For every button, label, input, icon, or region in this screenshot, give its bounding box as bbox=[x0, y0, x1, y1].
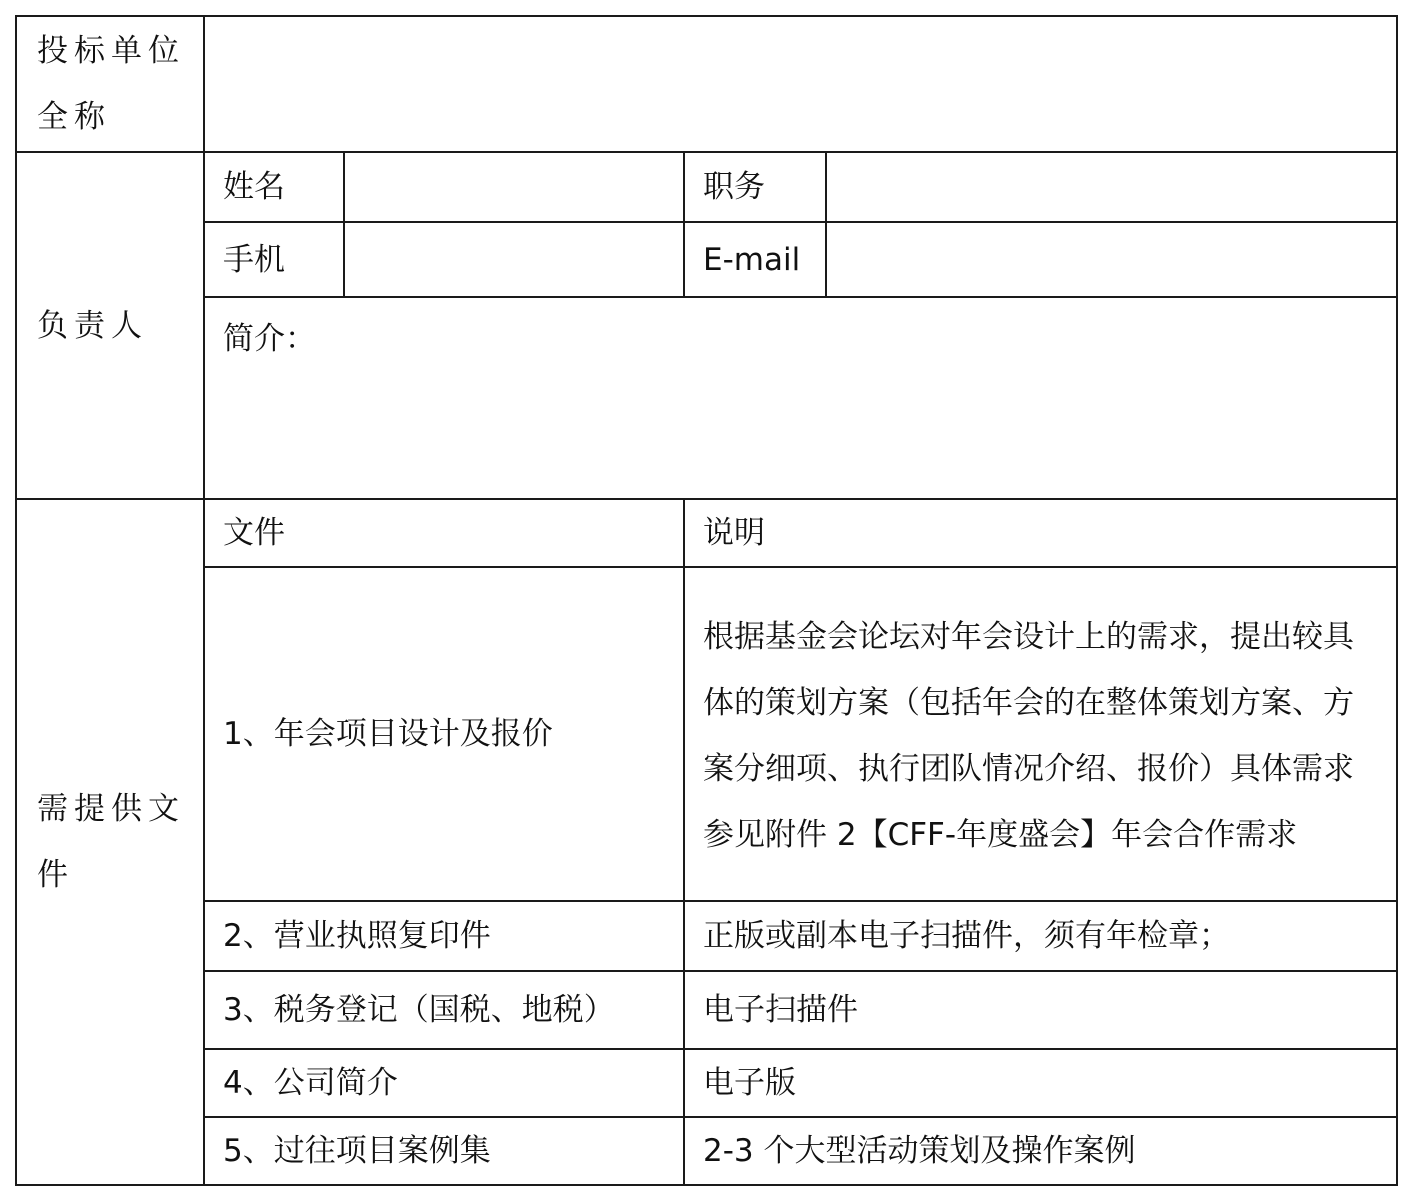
manager-contact-row bbox=[16, 222, 1397, 297]
bidder-row bbox=[16, 16, 1397, 152]
intro-cell[interactable] bbox=[204, 297, 1397, 499]
phone-value-cell[interactable] bbox=[344, 222, 684, 297]
documents-label: 需提供文件 bbox=[16, 499, 204, 1185]
document-file: 4、公司简介 bbox=[204, 1049, 684, 1117]
document-desc: 根据基金会论坛对年会设计上的需求，提出较具体的策划方案（包括年会的在整体策划方案、方案分细项、执行团队情况介绍、报价）具体需求参见附件 2【CFF-年度盛会】年会合作需求 bbox=[684, 567, 1397, 901]
intro-label: 简介： bbox=[223, 321, 316, 357]
col-file-header: 文件 bbox=[204, 499, 684, 567]
document-row bbox=[16, 1117, 1397, 1185]
title-value-cell[interactable] bbox=[826, 152, 1397, 222]
bidder-label: 投标单位全称 bbox=[16, 16, 204, 152]
bid-registration-form bbox=[15, 15, 1398, 1186]
document-file: 2、营业执照复印件 bbox=[204, 901, 684, 971]
phone-label: 手机 bbox=[204, 222, 344, 297]
document-row bbox=[16, 567, 1397, 901]
document-row bbox=[16, 901, 1397, 971]
col-desc-header: 说明 bbox=[684, 499, 1397, 567]
document-row bbox=[16, 1049, 1397, 1117]
document-desc: 2-3 个大型活动策划及操作案例 bbox=[684, 1117, 1397, 1185]
email-label: E-mail bbox=[684, 222, 826, 297]
manager-label: 负责人 bbox=[16, 152, 204, 499]
bidder-value-cell[interactable] bbox=[204, 16, 1397, 152]
email-value-cell[interactable] bbox=[826, 222, 1397, 297]
document-file: 5、过往项目案例集 bbox=[204, 1117, 684, 1185]
name-value-cell[interactable] bbox=[344, 152, 684, 222]
document-desc: 电子扫描件 bbox=[684, 971, 1397, 1049]
name-label: 姓名 bbox=[204, 152, 344, 222]
manager-name-row bbox=[16, 152, 1397, 222]
documents-header-row bbox=[16, 499, 1397, 567]
document-desc: 电子版 bbox=[684, 1049, 1397, 1117]
document-row bbox=[16, 971, 1397, 1049]
document-file: 3、税务登记（国税、地税） bbox=[204, 971, 684, 1049]
manager-intro-row bbox=[16, 297, 1397, 499]
document-desc: 正版或副本电子扫描件，须有年检章； bbox=[684, 901, 1397, 971]
title-label: 职务 bbox=[684, 152, 826, 222]
document-file: 1、年会项目设计及报价 bbox=[204, 567, 684, 901]
